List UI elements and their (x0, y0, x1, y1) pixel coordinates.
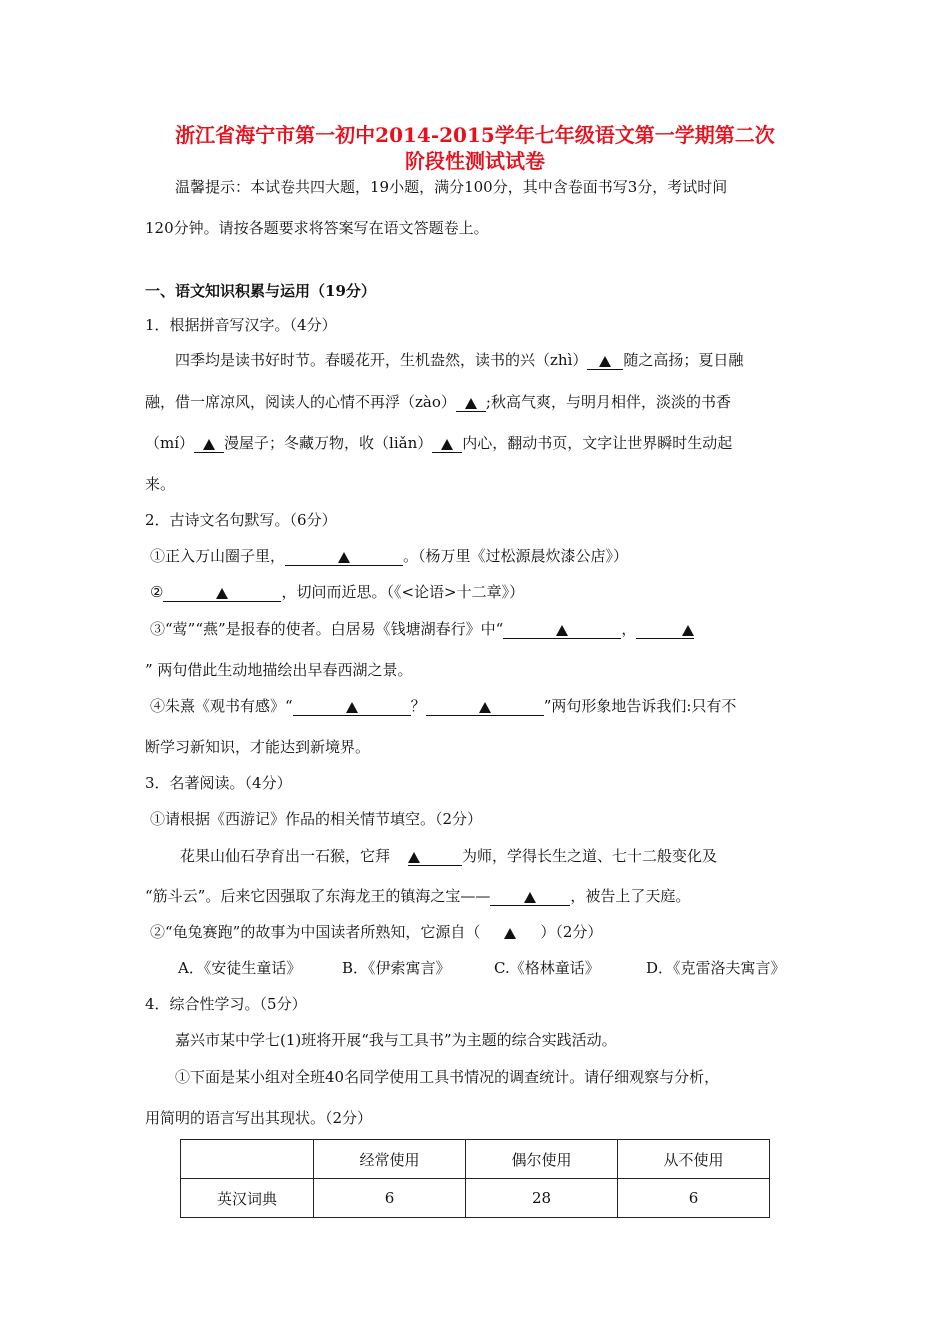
q3-para-2 (145, 885, 690, 907)
intro-line-1: 温馨提示：本试卷共四大题，19小题，满分100分，其中含卷面书写3分，考试时间 (175, 178, 728, 196)
triangle-icon (479, 702, 491, 713)
intro-line-2: 120分钟。请按各题要求将答案写在语文答题卷上。 (145, 219, 489, 237)
q2-item-2-text-b: ，切问而近思。（《<论语>十二章》） (281, 583, 525, 601)
table-cell: 6 (618, 1179, 770, 1218)
triangle-icon (408, 852, 420, 863)
q2-item-1-text-a: ①正入万山圈子里， (150, 547, 286, 565)
triangle-icon (338, 552, 350, 563)
triangle-icon (203, 439, 215, 450)
q2-item-4-text-b: ？ (410, 697, 426, 715)
triangle-icon (682, 625, 694, 636)
answer-blank[interactable] (432, 434, 462, 453)
answer-blank[interactable] (163, 583, 281, 602)
q4-sub-1-line-2: 用简明的语言写出其现状。（2分） (145, 1109, 373, 1127)
q3-option-b[interactable]: B．《伊索寓言》 (342, 959, 451, 977)
survey-table (180, 1139, 770, 1218)
triangle-icon (504, 928, 516, 939)
q2-heading: 2．古诗文名句默写。（6分） (145, 511, 337, 529)
q3-para-1-text-a: 花果山仙石孕育出一石猴，它拜 (180, 847, 391, 865)
answer-blank[interactable] (293, 697, 411, 716)
q1-line-1 (175, 349, 743, 371)
q3-heading: 3．名著阅读。（4分） (145, 774, 292, 792)
q2-item-3 (150, 618, 694, 640)
answer-blank[interactable] (490, 887, 570, 906)
q1-line-4: 来。 (145, 475, 176, 493)
q1-line-3-text-c: 内心，翻动书页，文字让世界瞬时生动起 (462, 434, 733, 452)
q1-line-2-text-a: 融，借一席凉风，阅读人的心情不再浮（zào） (145, 393, 456, 411)
triangle-icon (599, 356, 611, 367)
q2-item-4-text-a: ④朱熹《观书有感》“ (150, 697, 293, 715)
document-title-line-1: 浙江省海宁市第一初中2014-2015学年七年级语文第一学期第二次 (175, 123, 775, 147)
triangle-icon (524, 892, 536, 903)
q2-item-4 (150, 695, 736, 717)
q1-line-3-text-b: 漫屋子；冬藏万物，收（liǎn） (224, 434, 433, 452)
q2-item-3-text-b: ， (621, 620, 637, 638)
q4-intro: 嘉兴市某中学七(1)班将开展“我与工具书”为主题的综合实践活动。 (175, 1031, 617, 1049)
table-row (181, 1179, 770, 1218)
answer-blank[interactable] (456, 393, 486, 412)
q1-line-3-text-a: （mí） (145, 434, 195, 452)
q1-line-2-text-b: ;秋高气爽，与明月相伴，淡淡的书香 (485, 393, 731, 411)
triangle-icon (441, 439, 453, 450)
table-header-cell (181, 1140, 314, 1179)
q1-line-1-text-b: 随之高扬；夏日融 (623, 351, 744, 369)
q3-para-2-text-b: ，被告上了天庭。 (570, 887, 691, 905)
q2-item-4-cont: 断学习新知识，才能达到新境界。 (145, 738, 371, 756)
q4-heading: 4．综合性学习。（5分） (145, 995, 307, 1013)
table-header-row (181, 1140, 770, 1179)
q2-item-2 (150, 581, 524, 603)
document-title-line-2: 阶段性测试试卷 (405, 149, 545, 173)
table-header-cell: 从不使用 (618, 1140, 770, 1179)
q3-sub-2 (150, 921, 602, 943)
answer-blank[interactable] (426, 697, 544, 716)
q3-para-2-text-a: “筋斗云”。后来它因强取了东海龙王的镇海之宝—— (145, 887, 491, 905)
triangle-icon (346, 702, 358, 713)
q2-item-4-text-c: ”两句形象地告诉我们:只有不 (543, 697, 737, 715)
q1-line-1-text-a: 四季均是读书好时节。春暖花开，生机盎然，读书的兴（zhì） (175, 351, 588, 369)
q1-line-3 (145, 432, 732, 454)
q1-heading: 1．根据拼音写汉字。（4分） (145, 316, 337, 334)
table-cell: 6 (314, 1179, 466, 1218)
q3-sub-2-text-b: ）（2分） (540, 923, 603, 941)
answer-blank[interactable] (285, 547, 403, 566)
answer-blank[interactable] (194, 434, 224, 453)
q2-item-1 (150, 545, 628, 567)
q3-option-a[interactable]: A．《安徒生童话》 (178, 959, 302, 977)
q2-item-2-text-a: ② (150, 583, 164, 601)
answer-blank[interactable] (408, 847, 462, 866)
q3-sub-1: ①请根据《西游记》作品的相关情节填空。（2分） (150, 810, 483, 828)
answer-choice-slot[interactable] (480, 921, 540, 943)
table-cell: 英汉词典 (181, 1179, 314, 1218)
section-1-heading: 一、语文知识积累与运用（19分） (145, 282, 376, 300)
triangle-icon (465, 398, 477, 409)
q3-para-1-text-b: 为师，学得长生之道、七十二般变化及 (462, 847, 718, 865)
q2-item-1-text-b: 。（杨万里《过松源晨炊漆公店》） (403, 547, 629, 565)
answer-blank[interactable] (636, 620, 694, 639)
table-header-cell: 偶尔使用 (466, 1140, 618, 1179)
triangle-icon (556, 625, 568, 636)
q1-line-2 (145, 391, 731, 413)
answer-blank[interactable] (503, 620, 621, 639)
q4-sub-1-line-1: ①下面是某小组对全班40名同学使用工具书情况的调查统计。请仔细观察与分析， (175, 1068, 720, 1086)
q3-para-1 (180, 845, 717, 867)
answer-blank[interactable] (587, 351, 623, 370)
q2-item-3-text-a: ③“莺”“燕”是报春的使者。白居易《钱塘湖春行》中“ (150, 620, 504, 638)
q2-item-3-cont: ” 两句借此生动地描绘出早春西湖之景。 (145, 661, 413, 679)
table-header-cell: 经常使用 (314, 1140, 466, 1179)
q3-sub-2-text-a: ②“龟兔赛跑”的故事为中国读者所熟知，它源自（ (150, 923, 481, 941)
q3-option-d[interactable]: D．《克雷洛夫寓言》 (646, 959, 786, 977)
q3-option-c[interactable]: C.《格林童话》 (494, 959, 600, 977)
triangle-icon (216, 588, 228, 599)
table-cell: 28 (466, 1179, 618, 1218)
